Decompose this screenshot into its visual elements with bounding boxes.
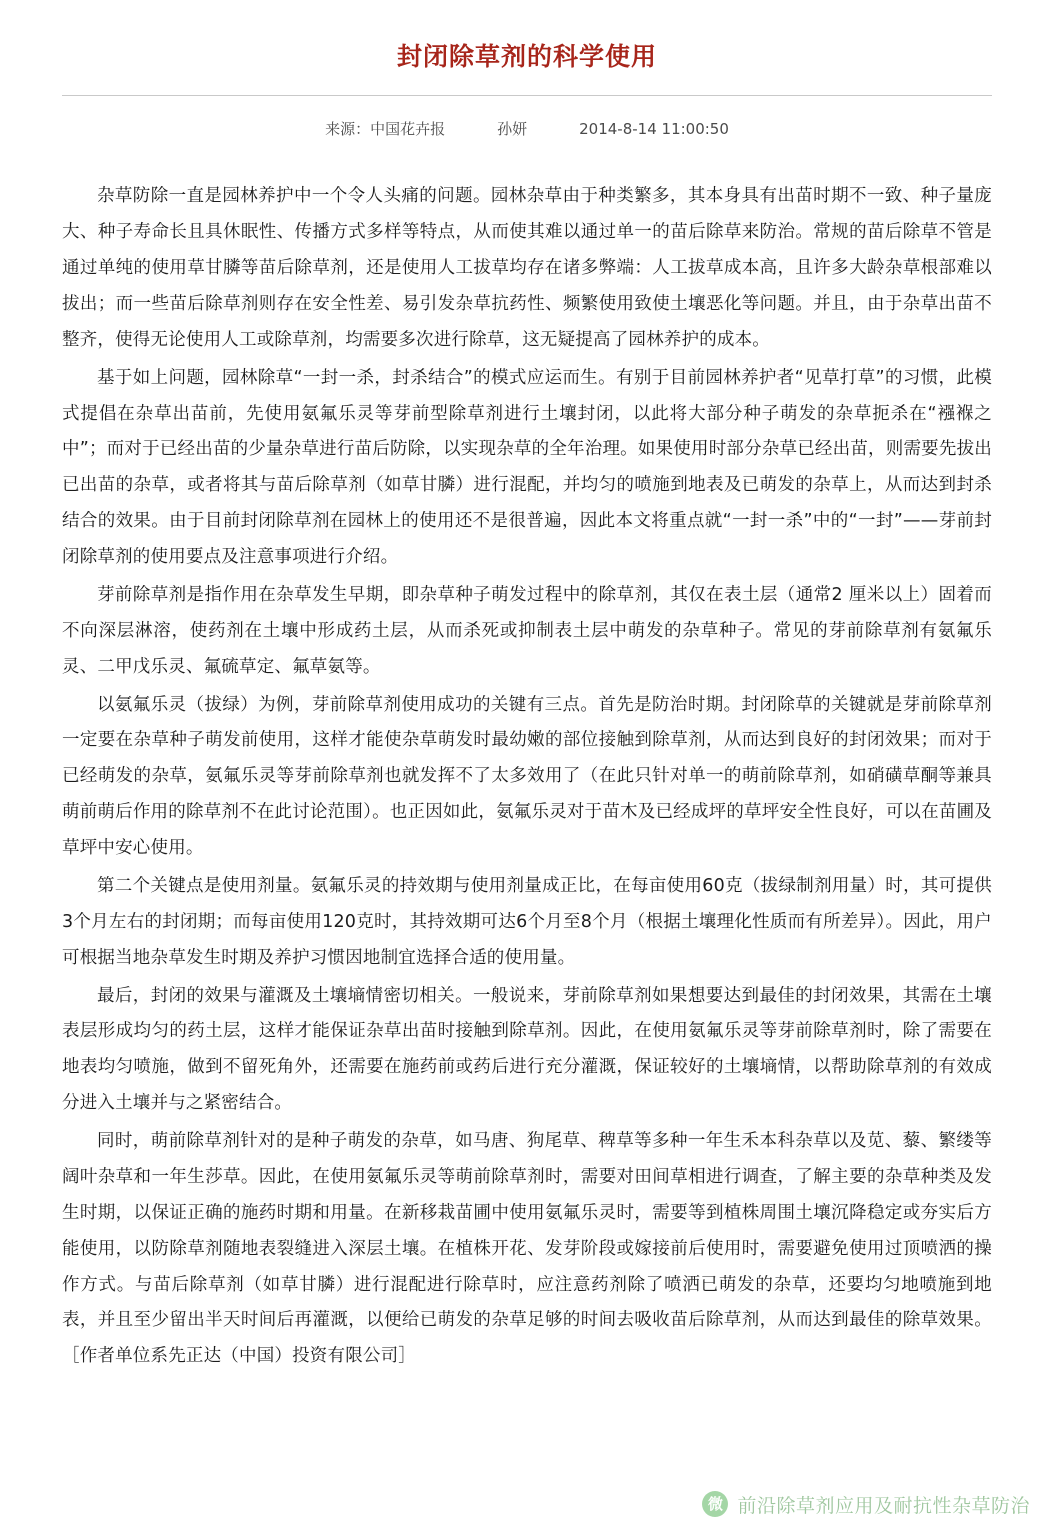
watermark-text: 前沿除草剂应用及耐抗性杂草防治 [737, 1494, 1030, 1517]
wechat-icon: 微 [702, 1491, 728, 1517]
article-body [62, 179, 992, 1375]
article-meta [0, 96, 1054, 139]
document-page [0, 17, 1054, 1528]
watermark [702, 1491, 1030, 1518]
article-paragraph: 芽前除草剂是指作用在杂草发生早期，即杂草种子萌发过程中的除草剂，其仅在表土层（通常2 厘米以上）固着而不向深层淋溶，使药剂在土壤中形成药土层，从而杀死或抑制表土层中萌发的杂草种子。常见的芽前除草剂有氨氟乐灵、二甲戊乐灵、氟硫草定、氟草氨等。 [62, 584, 992, 677]
article-paragraph: 第二个关键点是使用剂量。氨氟乐灵的持效期与使用剂量成正比，在每亩使用60克（拔绿制剂用量）时，其可提供3个月左右的封闭期；而每亩使用120克时，其持效期可达6个月至8个月（根据土壤理化性质而有所差异）。因此，用户可根据当地杂草发生时期及养护习惯因地制宜选择合适的使用量。 [62, 875, 992, 968]
article-paragraph: 同时，萌前除草剂针对的是种子萌发的杂草，如马唐、狗尾草、稗草等多种一年生禾本科杂草以及苋、藜、繁缕等阔叶杂草和一年生莎草。因此，在使用氨氟乐灵等萌前除草剂时，需要对田间草相进行调查，了解主要的杂草种类及发生时期，以保证正确的施药时期和用量。在新移栽苗圃中使用氨氟乐灵时，需要等到植株周围土壤沉降稳定或夯实后方能使用，以防除草剂随地表裂缝进入深层土壤。在植株开花、发芽阶段或嫁接前后使用时，需要避免使用过顶喷洒的操作方式。与苗后除草剂（如草甘膦）进行混配进行除草时，应注意药剂除了喷洒已萌发的杂草，还要均匀地喷施到地表，并且至少留出半天时间后再灌溉，以便给已萌发的杂草足够的时间去吸收苗后除草剂，从而达到最佳的除草效果。［作者单位系先正达（中国）投资有限公司］ [62, 1131, 992, 1367]
article-paragraph: 杂草防除一直是园林养护中一个令人头痛的问题。园林杂草由于种类繁多，其本身具有出苗时期不一致、种子量庞大、种子寿命长且具休眠性、传播方式多样等特点，从而使其难以通过单一的苗后除草来防治。常规的苗后除草不管是通过单纯的使用草甘膦等苗后除草剂，还是使用人工拔草均存在诸多弊端：人工拔草成本高，且许多大龄杂草根部难以拔出；而一些苗后除草剂则存在安全性差、易引发杂草抗药性、频繁使用致使土壤恶化等问题。并且，由于杂草出苗不整齐，使得无论使用人工或除草剂，均需要多次进行除草，这无疑提高了园林养护的成本。 [62, 186, 992, 350]
meta-author: 孙妍 [497, 120, 528, 139]
page-title: 封闭除草剂的科学使用 [396, 41, 657, 71]
article-paragraph: 基于如上问题，园林除草“一封一杀，封杀结合”的模式应运而生。有别于目前园林养护者“见草打草”的习惯，此模式提倡在杂草出苗前，先使用氨氟乐灵等芽前型除草剂进行土壤封闭，以此将大部分种子萌发的杂草扼杀在“襁褓之中”；而对于已经出苗的少量杂草进行苗后防除，以实现杂草的全年治理。如果使用时部分杂草已经出苗，则需要先拔出已出苗的杂草，或者将其与苗后除草剂（如草甘膦）进行混配，并均匀的喷施到地表及已萌发的杂草上，从而达到封杀结合的效果。由于目前封闭除草剂在园林上的使用还不是很普遍，因此本文将重点就“一封一杀”中的“一封”——芽前封闭除草剂的使用要点及注意事项进行介绍。 [62, 367, 992, 567]
meta-source: 来源：中国花卉报 [325, 120, 446, 139]
article-paragraph: 最后，封闭的效果与灌溉及土壤墒情密切相关。一般说来，芽前除草剂如果想要达到最佳的封闭效果，其需在土壤表层形成均匀的药土层，这样才能保证杂草出苗时接触到除草剂。因此，在使用氨氟乐灵等芽前除草剂时，除了需要在地表均匀喷施，做到不留死角外，还需要在施药前或药后进行充分灌溉，保证较好的土壤墒情，以帮助除草剂的有效成分进入土壤并与之紧密结合。 [62, 985, 992, 1114]
article-paragraph: 以氨氟乐灵（拔绿）为例，芽前除草剂使用成功的关键有三点。首先是防治时期。封闭除草的关键就是芽前除草剂一定要在杂草种子萌发前使用，这样才能使杂草萌发时最幼嫩的部位接触到除草剂，从而达到良好的封闭效果；而对于已经萌发的杂草，氨氟乐灵等芽前除草剂也就发挥不了太多效用了（在此只针对单一的萌前除草剂，如硝磺草酮等兼具萌前萌后作用的除草剂不在此讨论范围）。也正因如此，氨氟乐灵对于苗木及已经成坪的草坪安全性良好，可以在苗圃及草坪中安心使用。 [62, 694, 992, 858]
meta-timestamp: 2014-8-14 11:00:50 [579, 119, 729, 138]
